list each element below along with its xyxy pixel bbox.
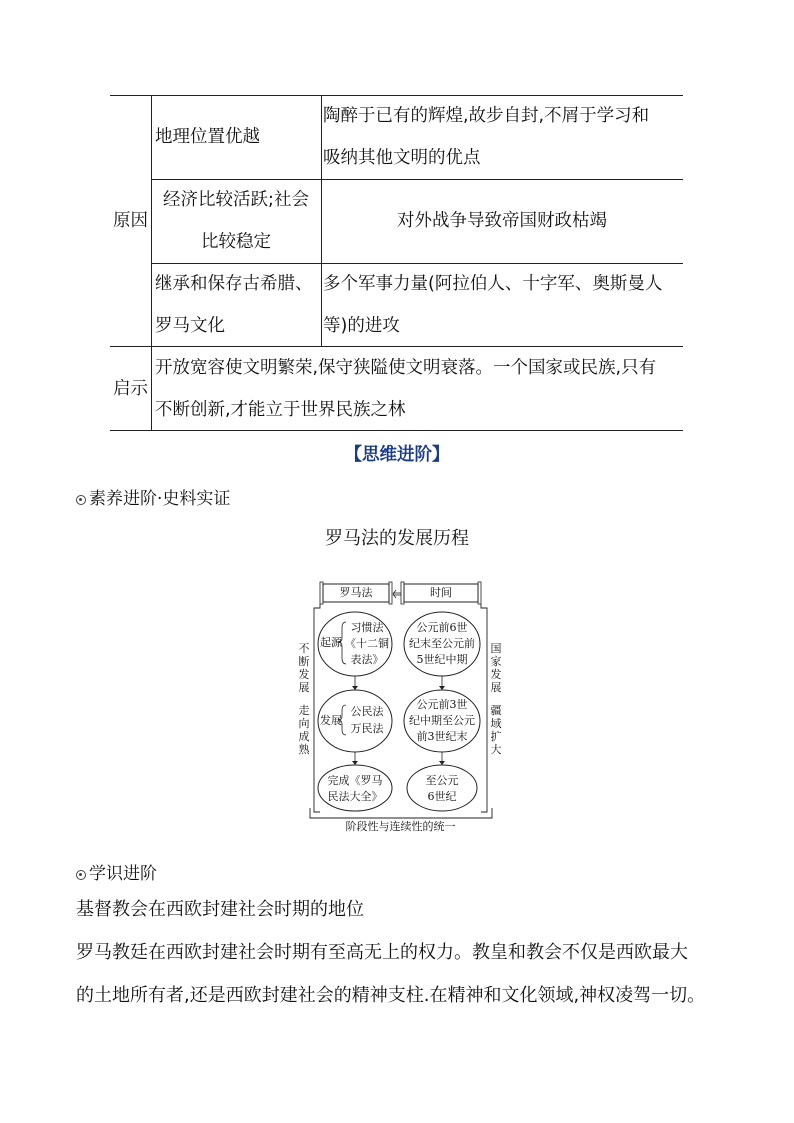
row1-right-line1: 陶醉于已有的辉煌,故步自封,不屑于学习和 xyxy=(323,106,650,126)
insight-line2: 不断创新,才能立于世界民族之林 xyxy=(155,400,406,420)
stage1-time-2: 纪末至公元前 xyxy=(409,637,475,650)
knowledge-line-1: 罗马教廷在西欧封建社会时期有至高无上的权力。教皇和教会不仅是西欧最大 xyxy=(76,942,688,963)
stage2-item-1: 公民法 xyxy=(350,705,384,718)
diagram-header-right: 时间 xyxy=(430,586,452,599)
insight-line1: 开放宽容使文明繁荣,保守狭隘使文明衰落。一个国家或民族,只有 xyxy=(155,358,657,378)
row1-right-line2: 吸纳其他文明的优点 xyxy=(323,148,481,168)
knowledge-heading xyxy=(76,859,157,884)
stage1-label: 起源 xyxy=(320,636,342,649)
target-bullet-icon xyxy=(76,870,86,880)
row3-left-line1: 继承和保存古希腊、 xyxy=(155,274,313,294)
stage2-time-2: 纪中期至公元 xyxy=(409,714,475,727)
row3-right-line1: 多个军事力量(阿拉伯人、十字军、奥斯曼人 xyxy=(323,274,663,294)
cause-label: 原因 xyxy=(113,211,148,231)
insight-label: 启示 xyxy=(113,379,148,399)
stage3-ellipse xyxy=(318,765,392,811)
stage3-time-1: 至公元 xyxy=(425,774,459,787)
knowledge-line-2: 的土地所有者,还是西欧封建社会的精神支柱.在精神和文化领域,神权凌驾一切。 xyxy=(76,985,706,1006)
row2-left-line1: 经济比较活跃;社会 xyxy=(163,190,309,210)
stage3-item-1: 完成《罗马 xyxy=(327,774,383,787)
left-side-label-2: 走向成熟 xyxy=(298,704,310,756)
cause-insight-table xyxy=(110,95,683,431)
literacy-heading xyxy=(76,484,230,509)
stage3-time-ellipse xyxy=(407,765,477,811)
stage2-label: 发展 xyxy=(320,714,342,727)
knowledge-heading-text: 学识进阶 xyxy=(89,864,157,884)
right-side-label-1: 国家发展 xyxy=(490,642,502,694)
knowledge-title: 基督教会在西欧封建社会时期的地位 xyxy=(76,899,364,920)
row3-left-line2: 罗马文化 xyxy=(155,316,225,336)
stage1-time-3: 5世纪中期 xyxy=(416,653,468,666)
stage1-item-2: 《十二铜 xyxy=(345,637,389,650)
stage1-item-1: 习惯法 xyxy=(350,621,384,634)
stage3-item-2: 民法大全》 xyxy=(327,790,383,803)
row1-left: 地理位置优越 xyxy=(155,127,260,147)
figure-title: 罗马法的发展历程 xyxy=(325,528,469,549)
row3-right-line2: 等)的进攻 xyxy=(323,316,400,336)
thinking-heading: 【思维进阶】 xyxy=(344,445,450,465)
row2-right: 对外战争导致帝国财政枯竭 xyxy=(397,211,607,231)
diagram-bottom-caption: 阶段性与连续性的统一 xyxy=(345,820,456,833)
row2-left-line2: 比较稳定 xyxy=(201,232,271,252)
target-bullet-icon xyxy=(76,495,86,505)
stage2-time-1: 公元前3世 xyxy=(416,698,468,711)
stage2-item-2: 万民法 xyxy=(350,722,384,735)
right-side-label-2: 疆域扩大 xyxy=(490,704,502,756)
stage1-item-3: 表法》 xyxy=(350,653,384,666)
roman-law-diagram xyxy=(298,578,503,840)
left-side-label-1: 不断发展 xyxy=(298,642,310,694)
stage2-time-3: 前3世纪末 xyxy=(416,730,468,743)
stage1-time-1: 公元前6世 xyxy=(416,621,468,634)
stage3-time-2: 6世纪 xyxy=(427,790,457,803)
diagram-header-left: 罗马法 xyxy=(339,586,373,599)
literacy-heading-text: 素养进阶·史料实证 xyxy=(89,489,231,509)
